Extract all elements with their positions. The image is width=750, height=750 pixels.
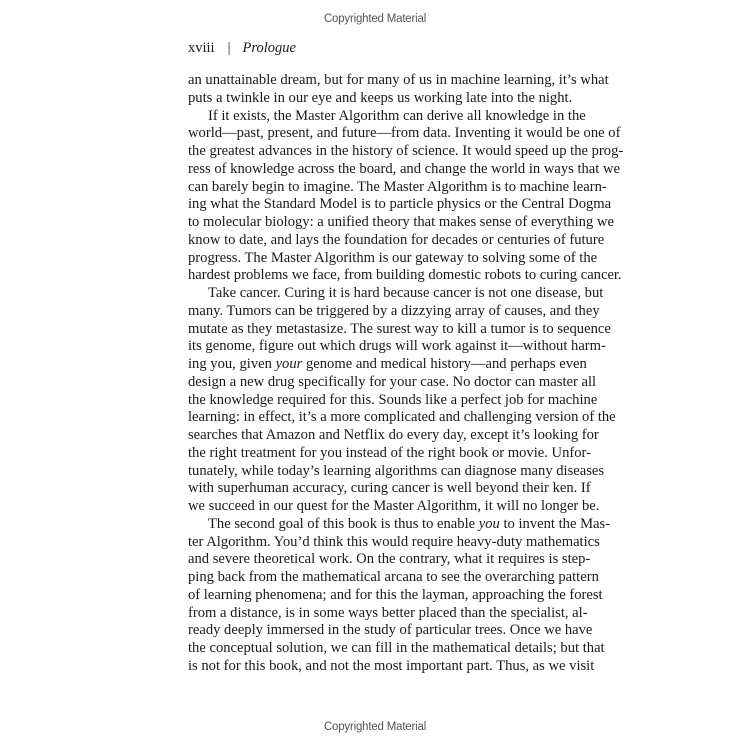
paragraph	[188, 72, 609, 108]
text-line	[188, 125, 621, 143]
text-segment: genome and medical history—and perhaps even	[302, 356, 587, 372]
text-line	[188, 427, 599, 445]
text-segment: ready deeply immersed in the study of particular trees. Once we have	[188, 622, 593, 639]
paragraph	[188, 285, 616, 516]
text-segment: progress. The Master Algorithm is our gateway to solving some of the	[188, 249, 598, 266]
text-line	[188, 533, 600, 552]
text-line	[188, 622, 593, 640]
text-segment: hardest problems we face, from building domestic robots to curing cancer.	[188, 267, 622, 284]
text-segment: If it exists, the Master Algorithm can derive all knowledge in the	[208, 107, 586, 124]
text-line	[188, 391, 598, 410]
text-segment: is not for this book, and not the most important part. Thus, as we visit	[188, 657, 595, 674]
paragraph	[188, 515, 611, 676]
text-line	[188, 72, 609, 90]
text-segment: the conceptual solution, we can fill in the mathematical details; but that	[188, 640, 605, 656]
text-segment: learning: in effect, it’s a more complicated and challenging version of the	[188, 409, 616, 426]
text-segment: can barely begin to imagine. The Master Algorithm is to machine learn-	[188, 178, 607, 195]
text-line	[188, 143, 624, 161]
paragraph	[188, 107, 624, 286]
text-line	[188, 498, 600, 516]
text-line	[188, 267, 622, 285]
text-segment: and severe theoretical work. On the contrary, what it requires is step-	[188, 551, 591, 568]
text-segment: ter Algorithm. You’d think this would require heavy-duty mathematics	[188, 533, 600, 550]
text-segment: ping back from the mathematical arcana to see the overarching pattern	[188, 569, 599, 585]
text-line	[188, 107, 586, 126]
text-line	[188, 373, 597, 392]
text-segment: many. Tumors can be triggered by a dizzying array of causes, and they	[188, 302, 600, 319]
text-line	[188, 302, 600, 321]
running-head	[188, 40, 296, 57]
text-line	[188, 178, 607, 197]
text-line	[188, 569, 599, 587]
text-segment: of learning phenomena; and for this the layman, approaching the forest	[188, 586, 603, 603]
text-line	[188, 551, 591, 569]
text-segment: from a distance, is in some ways better placed than the specialist, al-	[188, 604, 588, 621]
running-head-separator: |	[227, 40, 231, 56]
text-segment: design a new drug specifically for your case. No doctor can master all	[188, 373, 597, 390]
text-segment: Take cancer. Curing it is hard because cancer is not one disease, but	[208, 285, 604, 301]
text-line	[188, 338, 606, 356]
copyright-watermark-bottom: Copyrighted Material	[323, 721, 427, 733]
text-line	[188, 231, 605, 250]
text-segment: its genome, figure out which drugs will work against it—without harm-	[188, 338, 606, 355]
text-segment: searches that Amazon and Netflix do every day, except it’s looking for	[188, 427, 599, 443]
text-line	[188, 462, 605, 481]
text-line	[188, 320, 611, 339]
text-segment: The second goal of this book is thus to enable	[208, 515, 479, 532]
text-segment: know to date, and lays the foundation for decades or centuries of future	[188, 231, 605, 248]
text-segment: we succeed in our quest for the Master Algorithm, it will no longer be.	[188, 498, 600, 514]
text-segment: world—past, present, and future—from data. Inventing it would be one of	[188, 125, 621, 142]
body-text	[188, 72, 624, 676]
text-segment: ing what the Standard Model is to particle physics or the Central Dogma	[188, 196, 612, 213]
text-segment: tunately, while today’s learning algorithms can diagnose many diseases	[188, 462, 605, 479]
text-line	[188, 89, 573, 108]
text-segment: puts a twinkle in our eye and keeps us working late into the night.	[188, 89, 573, 106]
text-line	[188, 196, 612, 214]
emphasized-text: your	[275, 356, 303, 372]
text-segment: to invent the Mas-	[499, 515, 611, 532]
text-line	[188, 604, 588, 623]
text-segment: the greatest advances in the history of science. It would speed up the prog-	[188, 143, 624, 159]
emphasized-text: you	[478, 515, 500, 532]
text-line	[188, 657, 595, 676]
section-title: Prologue	[242, 40, 296, 56]
text-line	[188, 515, 611, 534]
text-segment: an unattainable dream, but for many of us in machine learning, it’s what	[188, 72, 609, 88]
text-line	[188, 586, 603, 605]
text-segment: the right treatment for you instead of the right book or movie. Unfor-	[188, 444, 591, 461]
text-segment: the knowledge required for this. Sounds like a perfect job for machine	[188, 391, 598, 408]
copyright-watermark-top: Copyrighted Material	[323, 13, 427, 25]
text-segment: with superhuman accuracy, curing cancer is well beyond their ken. If	[188, 480, 591, 497]
text-line	[188, 480, 591, 498]
text-line	[188, 444, 591, 463]
text-line	[188, 160, 621, 179]
text-segment: ress of knowledge across the board, and change the world in ways that we	[188, 160, 621, 177]
text-segment: to molecular biology: a unified theory that makes sense of everything we	[188, 214, 614, 230]
text-segment: mutate as they metastasize. The surest way to kill a tumor is to sequence	[188, 320, 611, 337]
text-segment: ing you, given	[188, 356, 276, 372]
page-number: xviii	[188, 40, 215, 56]
text-line	[188, 285, 604, 303]
text-line	[188, 214, 614, 232]
text-line	[188, 356, 587, 374]
text-line	[188, 409, 616, 427]
text-line	[188, 640, 605, 658]
text-line	[188, 249, 598, 268]
